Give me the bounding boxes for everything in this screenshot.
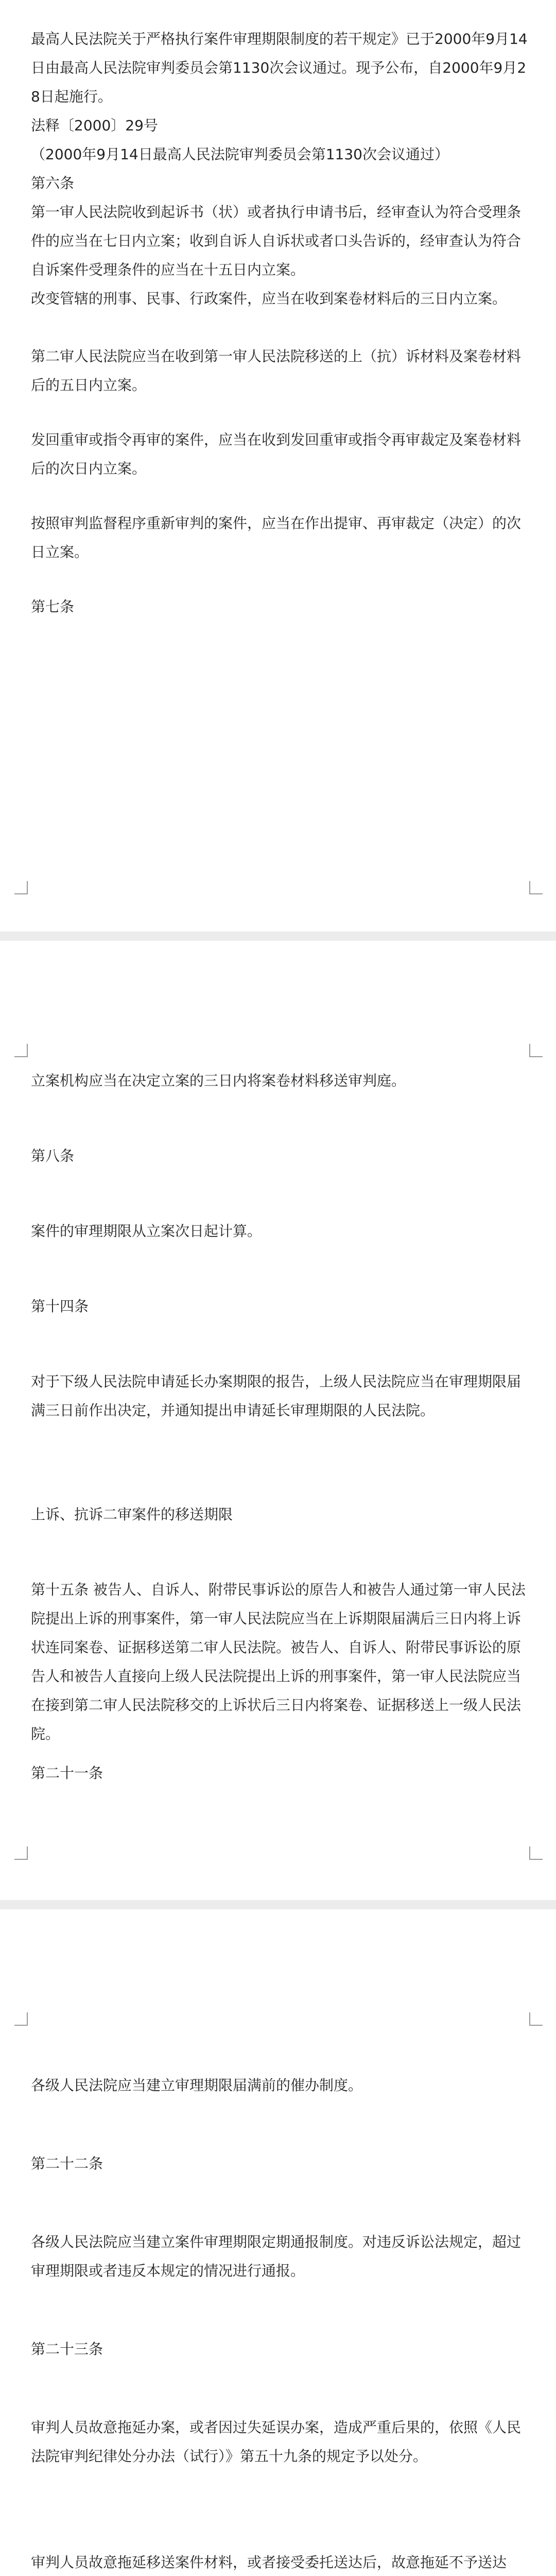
page-corner-mark <box>14 1044 28 1057</box>
article-heading: 第六条 <box>31 175 75 192</box>
page-corner-mark <box>529 2012 543 2026</box>
article-paragraph: 各级人民法院应当建立审理期限届满前的催办制度。 <box>31 2077 363 2094</box>
article-heading: 第二十二条 <box>31 2155 103 2172</box>
page-corner-mark <box>14 1846 28 1860</box>
page-corner-mark <box>529 1044 543 1057</box>
page-corner-mark <box>14 2012 28 2026</box>
article-heading: 第八条 <box>31 1147 75 1164</box>
article-heading: 第二十三条 <box>31 2341 103 2358</box>
article-paragraph: 第十五条 被告人、自诉人、附带民事诉讼的原告人和被告人通过第一审人民法院提出上诉的刑事案件，第一审人民法院应当在上诉期限届满后三日内将上诉状连同案卷、证据移送第二审人民法院。被告人、自诉人、附带民事诉讼的原告人和被告人直接向上级人民法院提出上诉的刑事案件，第一审人民法院应当在接到第二审人民法院移交的上诉状后三日内将案卷、证据移送上一级人民法院。 <box>31 1581 526 1742</box>
intro-paragraph: 最高人民法院关于严格执行案件审理期限制度的若干规定》已于2000年9月14日由最高人民法院审判委员会第1130次会议通过。现予公布，自2000年9月28日起施行。 <box>31 30 528 105</box>
article-paragraph: 第二审人民法院应当在收到第一审人民法院移送的上（抗）诉材料及案卷材料后的五日内立案。 <box>31 348 522 394</box>
document-number: 法释〔2000〕29号 <box>31 117 158 134</box>
article-paragraph: 改变管辖的刑事、民事、行政案件，应当在收到案卷材料后的三日内立案。 <box>31 290 507 307</box>
article-paragraph: 各级人民法院应当建立案件审理期限定期通报制度。对违反诉讼法规定，超过审理期限或者违反本规定的情况进行通报。 <box>31 2233 522 2279</box>
article-heading: 第二十一条 <box>31 1765 103 1782</box>
article-paragraph: 对于下级人民法院申请延长办案期限的报告，上级人民法院应当在审理期限届满三日前作出决定，并通知提出申请延长审理期限的人民法院。 <box>31 1373 522 1419</box>
document-page-3 <box>0 1909 556 2576</box>
article-heading: 第十四条 <box>31 1298 89 1315</box>
section-heading: 上诉、抗诉二审案件的移送期限 <box>31 1506 233 1523</box>
article-paragraph: 案件的审理期限从立案次日起计算。 <box>31 1223 262 1240</box>
article-paragraph: 按照审判监督程序重新审判的案件，应当在作出提审、再审裁定（决定）的次日立案。 <box>31 515 522 561</box>
article-paragraph: 审判人员故意拖延办案，或者因过失延误办案，造成严重后果的，依照《人民法院审判纪律处分办法（试行）》第五十九条的规定予以处分。 <box>31 2419 522 2465</box>
document-page-2 <box>0 941 556 1900</box>
article-heading: 第七条 <box>31 598 75 615</box>
document-page-1 <box>0 0 556 931</box>
page-corner-mark <box>14 881 28 894</box>
page-corner-mark <box>529 881 543 894</box>
article-paragraph: 发回重审或指令再审的案件，应当在收到发回重审或指令再审裁定及案卷材料后的次日内立案。 <box>31 431 522 477</box>
page-corner-mark <box>529 1846 543 1860</box>
article-paragraph: 第一审人民法院收到起诉书（状）或者执行申请书后，经审查认为符合受理条件的应当在七日内立案；收到自诉人自诉状或者口头告诉的，经审查认为符合自诉案件受理条件的应当在十五日内立案。 <box>31 204 522 278</box>
article-paragraph: 立案机构应当在决定立案的三日内将案卷材料移送审判庭。 <box>31 1072 406 1089</box>
adoption-note: （2000年9月14日最高人民法院审判委员会第1130次会议通过） <box>31 146 449 163</box>
article-paragraph: 审判人员故意拖延移送案件材料，或者接受委托送达后，故意拖延不予送达 <box>31 2554 507 2571</box>
